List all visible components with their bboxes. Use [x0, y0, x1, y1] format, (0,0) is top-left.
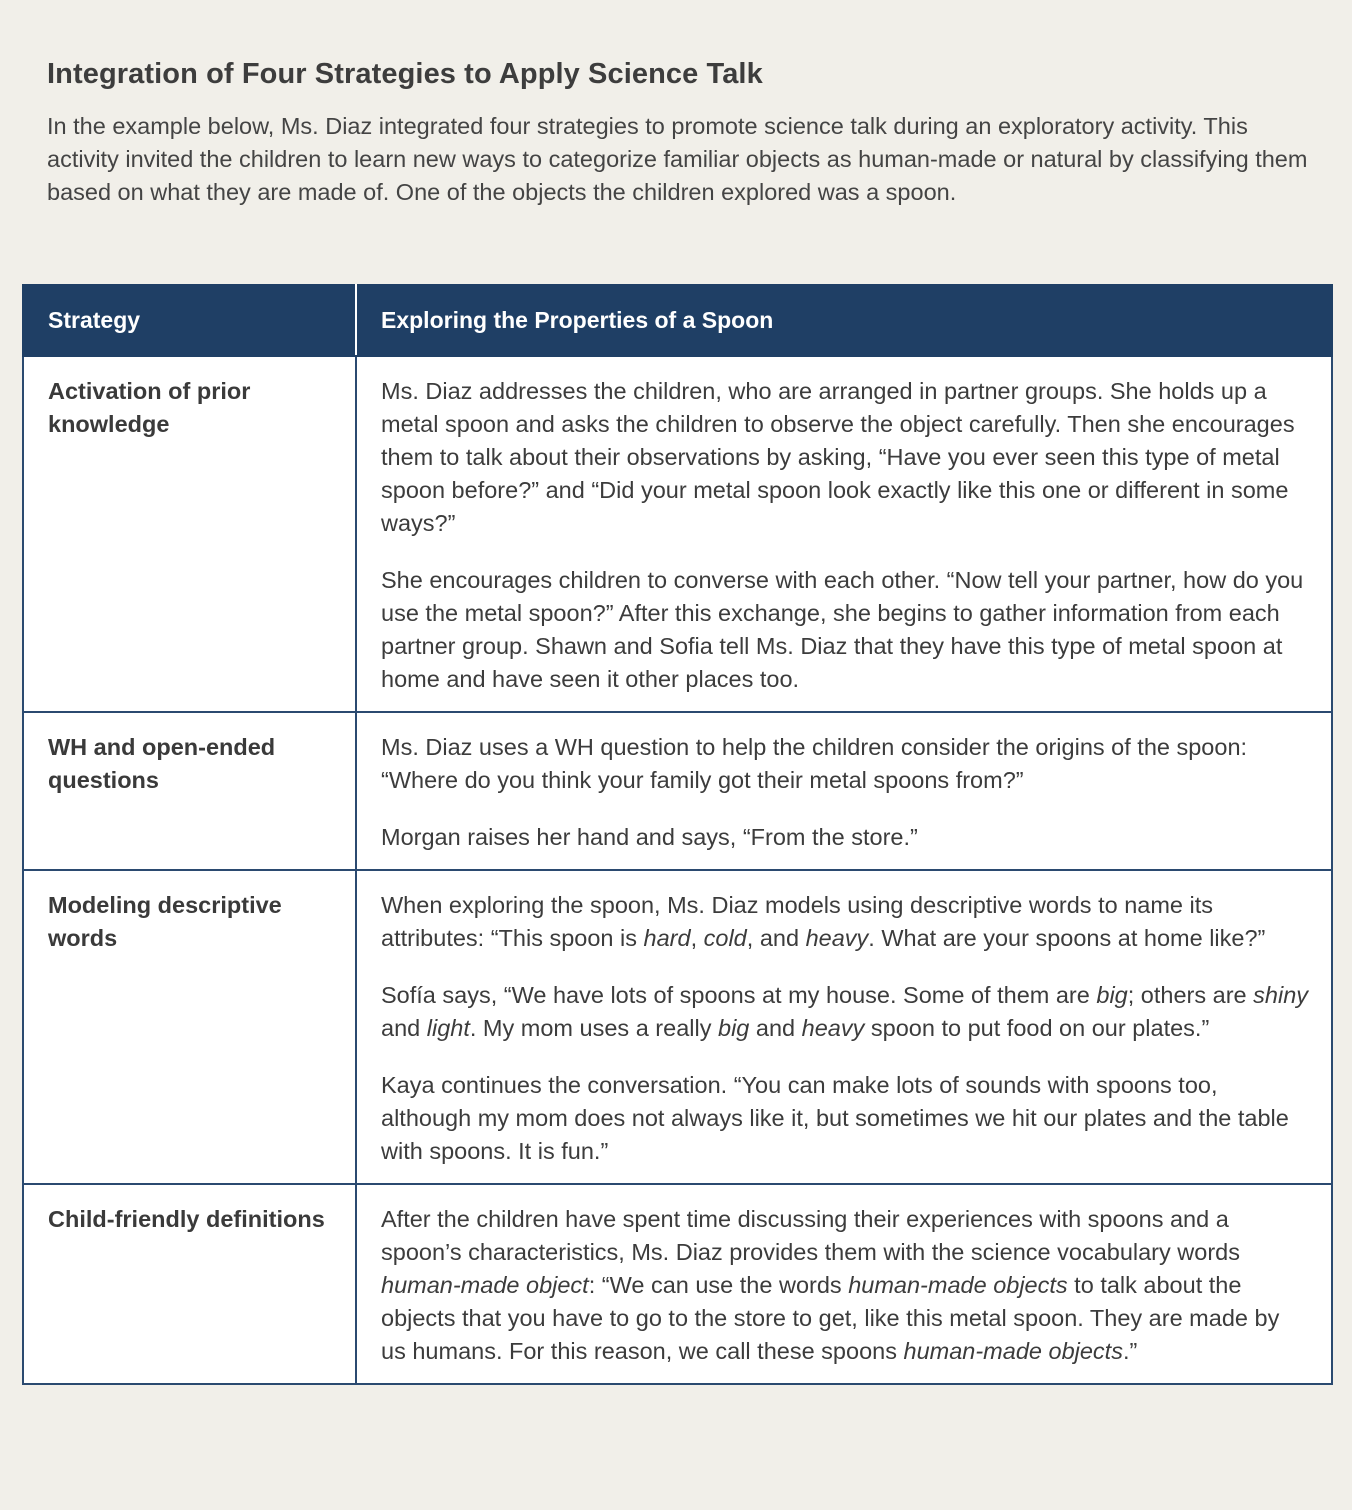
strategy-cell: Child-friendly definitions — [23, 1184, 356, 1384]
content-cell — [356, 870, 1332, 1184]
content-paragraph: Sofía says, “We have lots of spoons at my house. Some of them are big; others are shiny and light. My mom uses a really big and heavy spoon to put food on our plates.” — [381, 982, 1309, 1041]
emphasized-word: big — [718, 1015, 750, 1041]
content-cell — [356, 356, 1332, 712]
document-title: Integration of Four Strategies to Apply Science Talk — [47, 58, 763, 90]
emphasized-word: heavy — [801, 1015, 865, 1041]
table-row — [23, 1184, 1332, 1384]
content-paragraph: Ms. Diaz addresses the children, who are arranged in partner groups. She holds up a metal spoon and asks the children to observe the object carefully. Then she encourages them to talk about their observations by asking, “Have you ever seen this type of metal spoon before?” and “Did your metal spoon look exactly like this one or different in some ways?” — [381, 378, 1295, 536]
content-cell — [356, 1184, 1332, 1384]
content-cell — [356, 712, 1332, 870]
emphasized-word: human-made objects — [903, 1338, 1123, 1364]
table-row — [23, 712, 1332, 870]
emphasized-word: human-made object — [381, 1272, 589, 1298]
emphasized-word: shiny — [1253, 982, 1309, 1008]
emphasized-word: heavy — [805, 925, 869, 951]
emphasized-word: cold — [703, 925, 747, 951]
content-paragraph: Ms. Diaz uses a WH question to help the children consider the origins of the spoon: “Where do you think your family got their metal spoons from?” — [381, 734, 1248, 793]
intro-paragraph: In the example below, Ms. Diaz integrated four strategies to promote science talk during an exploratory activity. This activity invited the children to learn new ways to categorize familiar objects as human-made or natural by classifying them based on what they are made of. One of the objects the children explored was a spoon. — [47, 113, 1308, 205]
table-header-row — [23, 285, 1332, 356]
table-row — [23, 356, 1332, 712]
strategy-cell: Modeling descriptive words — [23, 870, 356, 1184]
header-strategy: Strategy — [23, 285, 356, 356]
table-row — [23, 870, 1332, 1184]
strategy-cell: WH and open-ended questions — [23, 712, 356, 870]
header-exploring-properties: Exploring the Properties of a Spoon — [356, 285, 1332, 356]
content-paragraph: Kaya continues the conversation. “You can make lots of sounds with spoons too, although my mom does not always like it, but sometimes we hit our plates and the table with spoons. It is fun.” — [381, 1072, 1289, 1164]
content-paragraph: When exploring the spoon, Ms. Diaz models using descriptive words to name its attributes: “This spoon is hard, cold, and heavy. What are your spoons at home like?” — [381, 892, 1266, 951]
strategy-cell: Activation of prior knowledge — [23, 356, 356, 712]
emphasized-word: big — [1096, 982, 1128, 1008]
emphasized-word: light — [426, 1015, 470, 1041]
emphasized-word: human-made objects — [848, 1272, 1068, 1298]
content-paragraph: After the children have spent time discussing their experiences with spoons and a spoon’s characteristics, Ms. Diaz provides them with the science vocabulary words human-made object: “We can use the words human-made objects to talk about the objects that you have to go to the store to get, like this metal spoon. They are made by us humans. For this reason, we call these spoons human-made objects.” — [381, 1206, 1280, 1364]
content-paragraph: Morgan raises her hand and says, “From the store.” — [381, 824, 918, 850]
content-paragraph: She encourages children to converse with each other. “Now tell your partner, how do you use the metal spoon?” After this exchange, she begins to gather information from each partner group. Shawn and Sofia tell Ms. Diaz that they have this type of metal spoon at home and have seen it other places too. — [381, 567, 1304, 692]
strategy-table — [22, 284, 1333, 1385]
emphasized-word: hard — [643, 925, 691, 951]
